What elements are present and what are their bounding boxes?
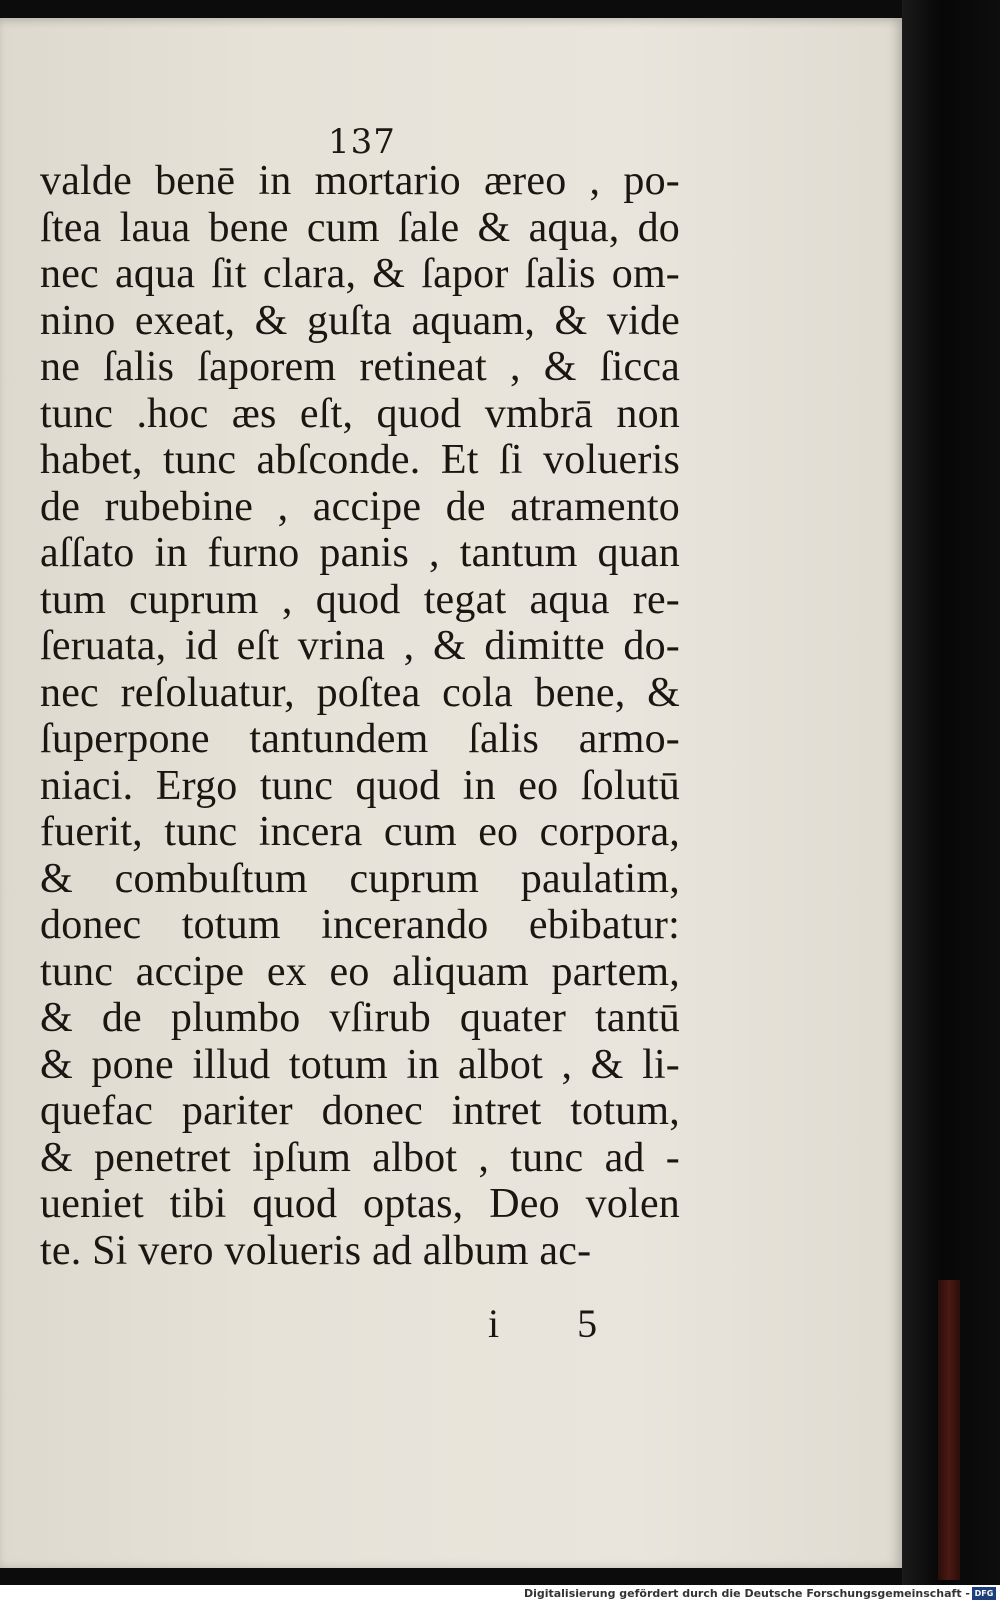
text-line: quefac pariter donec intret totum, [40, 1088, 680, 1134]
text-line: tum cuprum , quod tegat aqua re- [40, 576, 680, 623]
page-number: 137 [328, 122, 396, 162]
text-line: habet, tunc abſconde. Et ſi volueris [40, 437, 680, 483]
text-line: & de plumbo vſirub quater tantū [40, 995, 680, 1041]
text-line: aſſato in furno panis , tantum quan [40, 530, 680, 576]
text-line: & combuſtum cuprum paulatim, [40, 855, 680, 902]
text-line: ueniet tibi quod optas, Deo volen [40, 1181, 680, 1227]
text-line: nec aqua ſit clara, & ſapor ſalis om- [40, 251, 680, 297]
text-line: & penetret ipſum albot , tunc ad - [40, 1134, 680, 1181]
text-line: donec totum incerando ebibatur: [40, 902, 680, 948]
binding-edge [938, 1280, 960, 1580]
digitization-credit: Digitalisierung gefördert durch die Deutsche Forschungsgemeinschaft - [523, 1587, 970, 1600]
text-line: tunc .hoc æs eſt, quod vmbrā non [40, 390, 680, 437]
text-line: ſeruata, id eſt vrina , & dimitte do- [40, 623, 680, 669]
text-line: ne ſalis ſaporem retineat , & ſicca [40, 344, 680, 390]
signature-mark: i 5 [488, 1301, 632, 1346]
text-line: & pone illud totum in albot , & li- [40, 1041, 680, 1088]
text-line: fuerit, tunc incera cum eo corpora, [40, 809, 680, 855]
text-line: valde benē in mortario æreo , po- [40, 158, 680, 204]
dfg-logo: DFG [972, 1587, 996, 1600]
text-line: ſuperpone tantundem ſalis armo- [40, 716, 680, 762]
text-line: tunc accipe ex eo aliquam partem, [40, 948, 680, 995]
text-line: nec reſoluatur, poſtea cola bene, & [40, 669, 680, 716]
text-line: te. Si vero volueris ad album ac- [40, 1227, 592, 1274]
body-text [40, 158, 680, 1274]
text-line: de rubebine , accipe de atramento [40, 483, 680, 530]
text-line: niaci. Ergo tunc quod in eo ſolutū [40, 762, 680, 809]
text-line: ſtea laua bene cum ſale & aqua, do [40, 204, 680, 251]
text-line: nino exeat, & guſta aquam, & vide [40, 297, 680, 344]
